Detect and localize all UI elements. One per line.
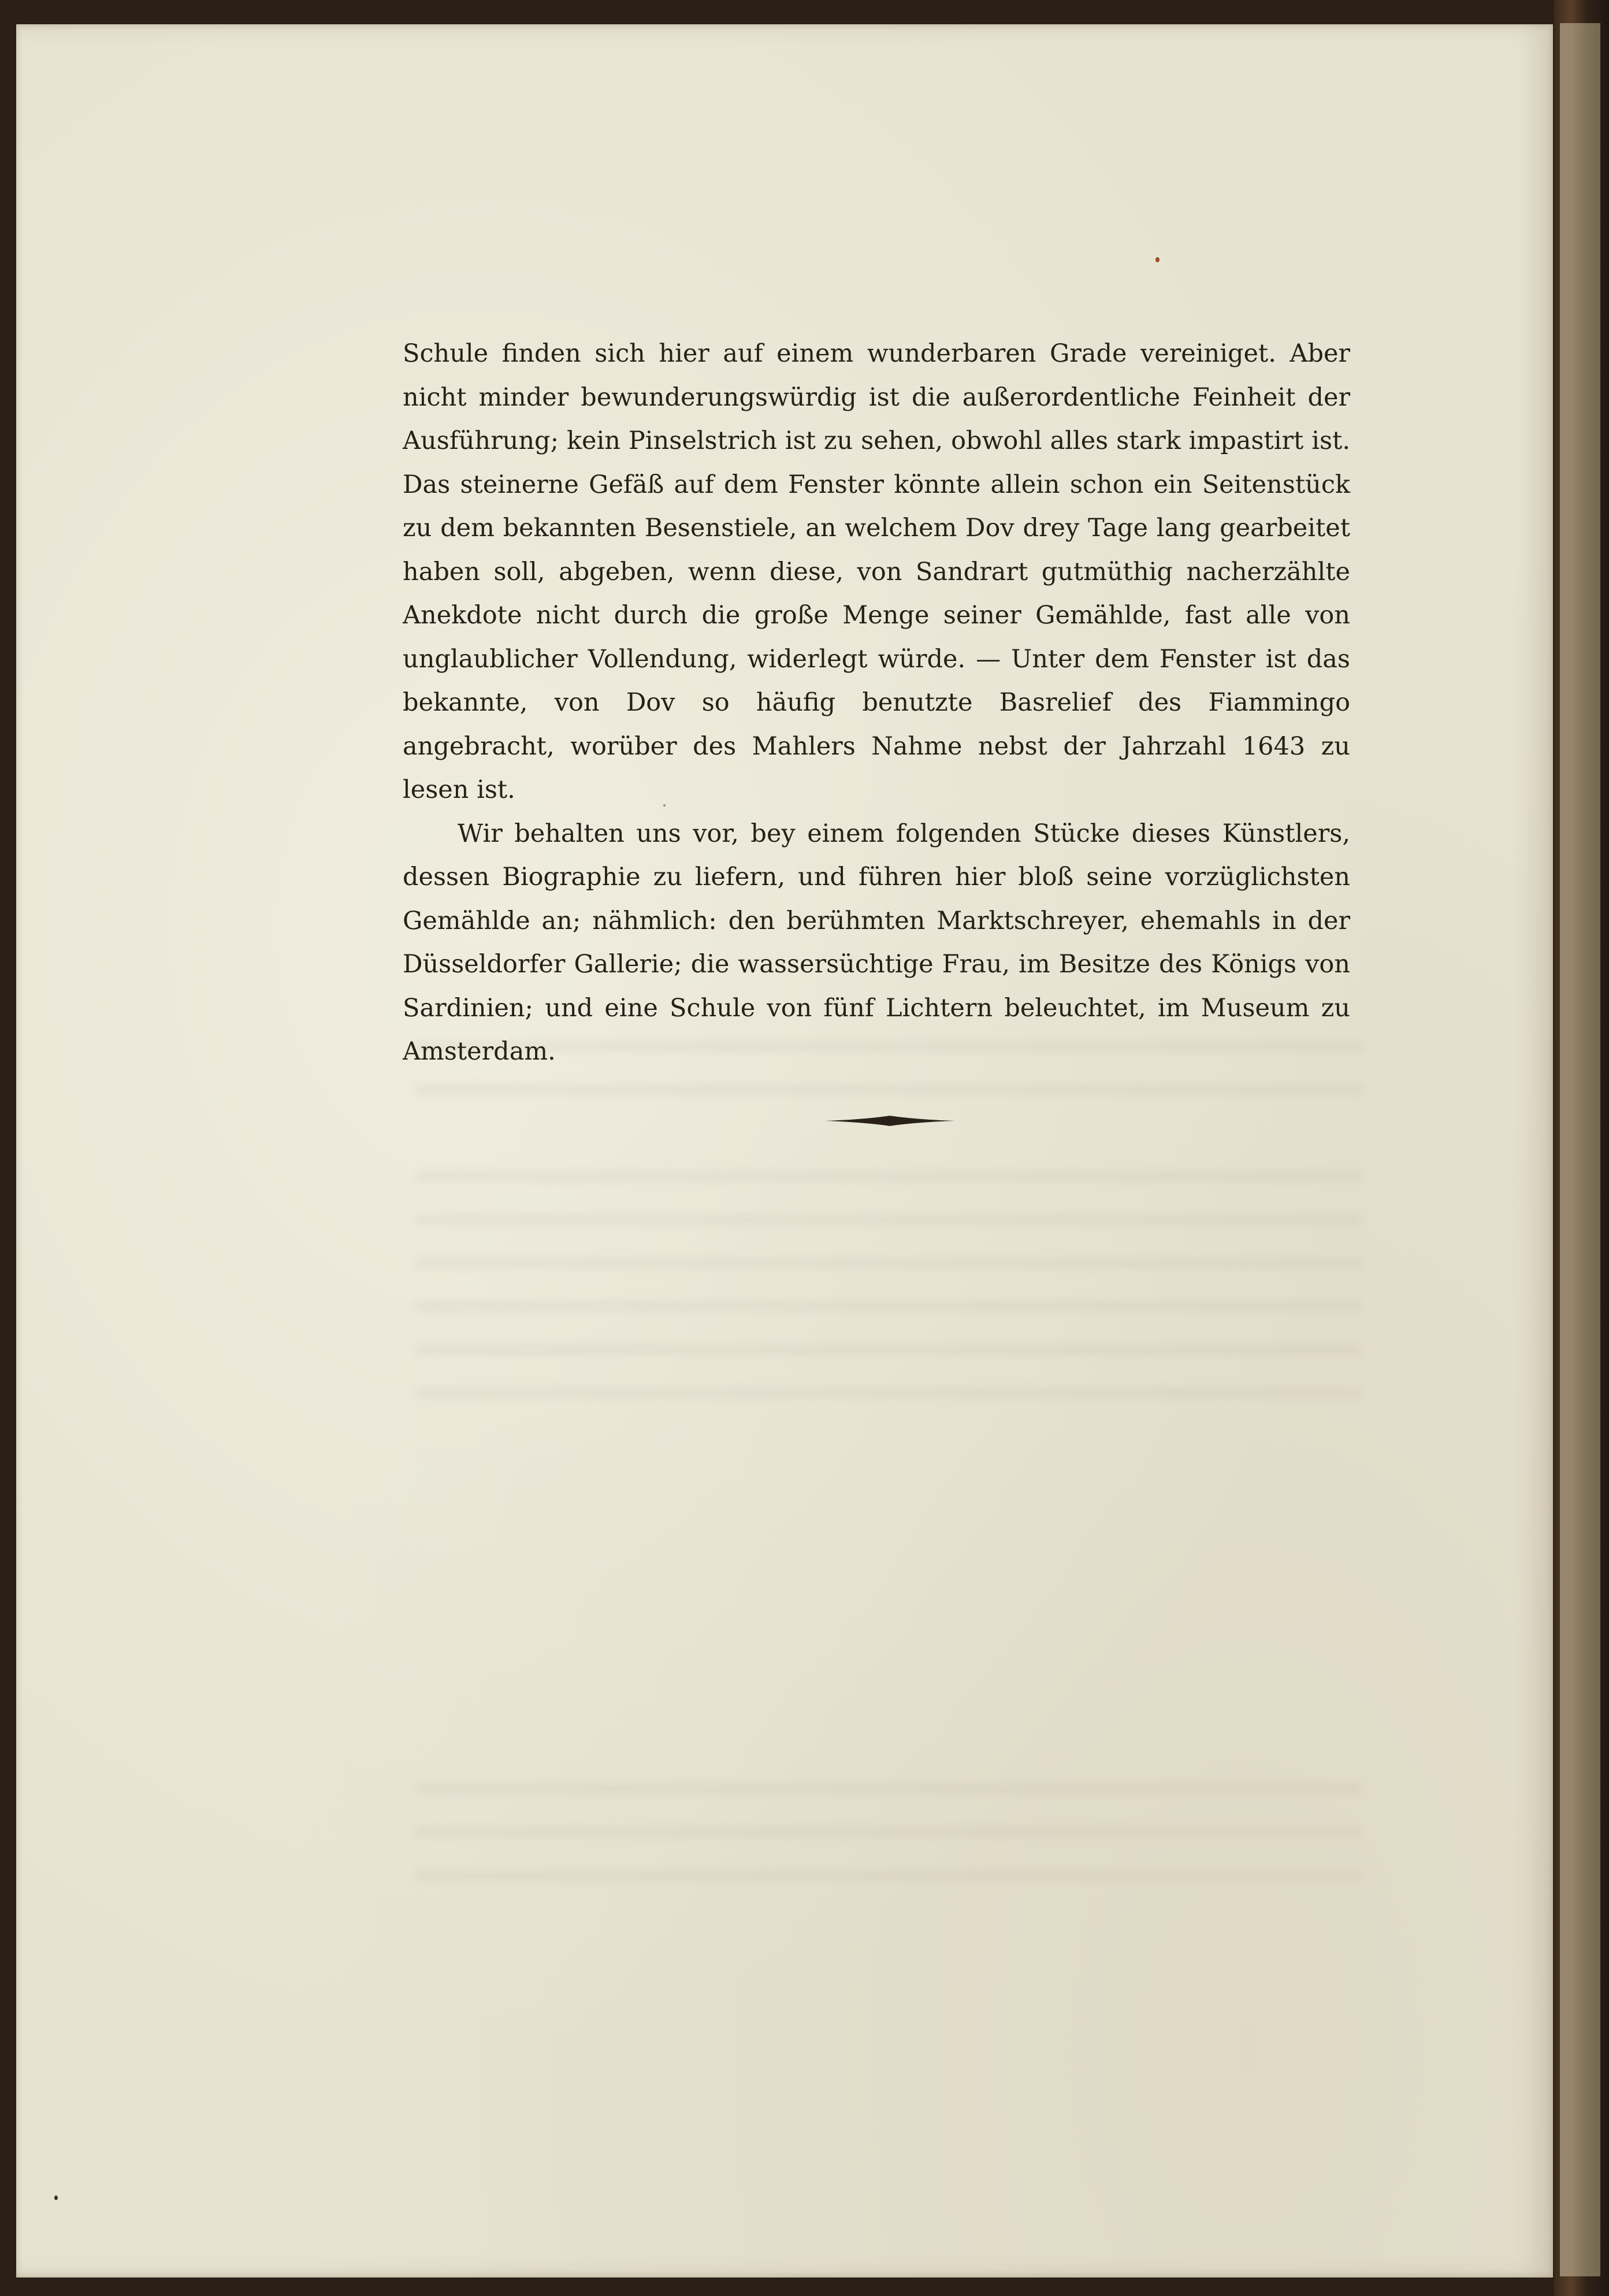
show-through-line [415,1171,1362,1182]
paragraph-1: Schule finden sich hier auf einem wunderbaren Grade vereiniget. Aber nicht minder bewunderungswürdig ist die außerordentliche Feinheit der Ausführung; kein Pinselstrich ist zu sehen, obwohl alles stark impastirt ist. Das steinerne Gefäß auf dem Fenster könnte allein schon ein Seitenstück zu dem bekannten Besenstiele, an welchem Dov drey Tage lang gearbeitet haben soll, abgeben, wenn diese, von Sandrart gutmüthig nacherzählte Anekdote nicht durch die große Menge seiner Gemählde, fast alle von unglaublicher Vollendung, widerlegt würde. — Unter dem Fenster ist das bekannte, von Dov so häufig benutzte Basrelief des Fiammingo angebracht, worüber des Mahlers Nahme nebst der Jahrzahl 1643 zu lesen ist. [403,339,1350,804]
show-through-line [415,1301,1362,1312]
paragraph-2: Wir behalten uns vor, bey einem folgenden Stücke dieses Künstlers, dessen Biographie zu liefern, und führen hier bloß seine vorzüglichsten Gemählde an; nähmlich: den berühmten Marktschreyer, ehemahls in der Düsseldorfer Gallerie; die wassersüchtige Frau, im Besitze des Königs von Sardinien; und eine Schule von fünf Lichtern beleuchtet, im Museum zu Amsterdam. [403,819,1350,1066]
ornament-rule [825,1114,955,1128]
show-through-line [415,1870,1362,1881]
show-through-line [415,1084,1362,1095]
show-through-line [415,1214,1362,1225]
show-through-line [415,1388,1362,1398]
body-text [403,332,1350,1074]
show-through-line [415,1827,1362,1837]
show-through-line [415,1344,1362,1355]
adjacent-page-edge [1560,23,1600,2276]
show-through-line [415,1784,1362,1794]
show-through-line [415,1258,1362,1268]
